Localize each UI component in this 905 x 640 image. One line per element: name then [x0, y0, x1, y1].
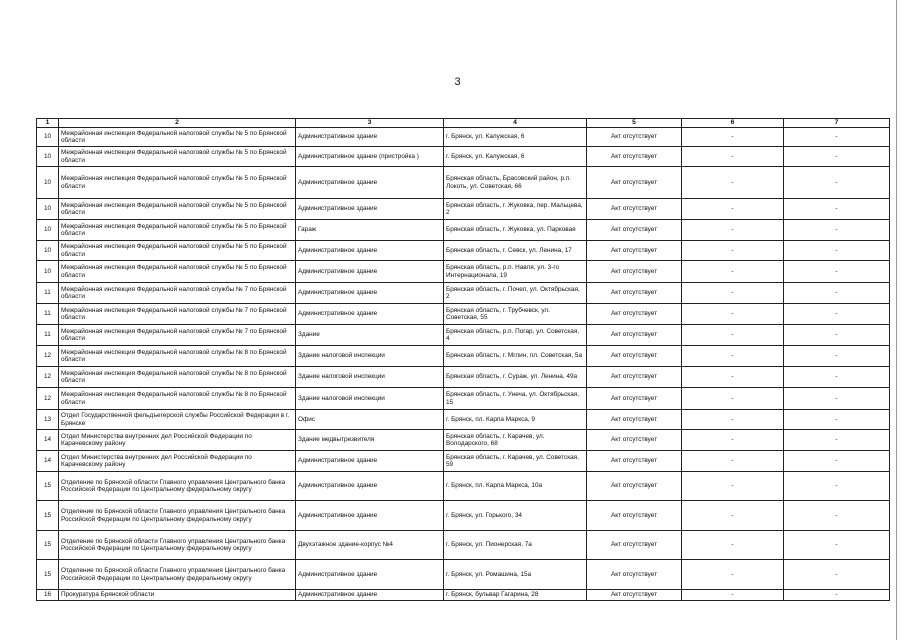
cell-col6: - — [682, 346, 784, 367]
header-col-5: 5 — [587, 119, 682, 128]
table-body — [37, 128, 890, 601]
cell-col7: - — [784, 346, 890, 367]
table-row — [37, 472, 890, 501]
cell-col7: - — [784, 304, 890, 325]
cell-col7: - — [784, 128, 890, 147]
cell-act: Акт отсутствует — [587, 451, 682, 472]
cell-act: Акт отсутствует — [587, 590, 682, 601]
cell-col7: - — [784, 367, 890, 388]
header-col-4: 4 — [444, 119, 587, 128]
cell-col6: - — [682, 128, 784, 147]
cell-act: Акт отсутствует — [587, 388, 682, 410]
cell-act: Акт отсутствует — [587, 147, 682, 167]
cell-number: 11 — [37, 304, 59, 325]
cell-col7: - — [784, 472, 890, 501]
cell-col6: - — [682, 501, 784, 531]
header-col-7: 7 — [784, 119, 890, 128]
cell-number: 10 — [37, 220, 59, 241]
cell-address: Брянская область, г. Сураж, ул. Ленина, 49а — [444, 367, 587, 388]
cell-address: Брянская область, г. Унеча, ул. Октябрьская, 15 — [444, 388, 587, 410]
cell-col7: - — [784, 167, 890, 199]
cell-col7: - — [784, 241, 890, 261]
cell-object: Административное здание — [296, 128, 444, 147]
cell-act: Акт отсутствует — [587, 325, 682, 346]
cell-number: 12 — [37, 388, 59, 410]
cell-col7: - — [784, 590, 890, 601]
cell-object: Административное здание — [296, 167, 444, 199]
cell-col6: - — [682, 430, 784, 451]
page-number: 3 — [454, 76, 461, 88]
table-row — [37, 304, 890, 325]
cell-organization: Межрайонная инспекция Федеральной налоговой службы № 7 по Брянской области — [59, 325, 296, 346]
cell-object: Административное здание — [296, 199, 444, 220]
cell-col7: - — [784, 199, 890, 220]
table-row — [37, 147, 890, 167]
cell-col7: - — [784, 283, 890, 304]
cell-organization: Межрайонная инспекция Федеральной налоговой службы № 7 по Брянской области — [59, 283, 296, 304]
cell-col6: - — [682, 472, 784, 501]
cell-address: Брянская область, г. Жуковка, пер. Мальцева, 2 — [444, 199, 587, 220]
table-row — [37, 410, 890, 430]
cell-address: Брянская область, г. Почеп, ул. Октябрьская, 2 — [444, 283, 587, 304]
cell-number: 10 — [37, 128, 59, 147]
table-row — [37, 346, 890, 367]
cell-address: Брянская область, г. Карачев, ул. Советская, 59 — [444, 451, 587, 472]
cell-object: Административное здание (пристройка ) — [296, 147, 444, 167]
cell-object: Здание налоговой инспекции — [296, 367, 444, 388]
cell-address: Брянская область, г. Жуковка, ул. Парковая — [444, 220, 587, 241]
cell-object: Административное здание — [296, 261, 444, 283]
cell-organization: Отдел Министерства внутренних дел Российской Федерации по Карачевскому району — [59, 430, 296, 451]
cell-address: г. Брянск, пл. Карла Маркса, 10а — [444, 472, 587, 501]
cell-col6: - — [682, 241, 784, 261]
cell-col6: - — [682, 261, 784, 283]
cell-number: 15 — [37, 501, 59, 531]
table-row — [37, 220, 890, 241]
table-row — [37, 128, 890, 147]
cell-number: 12 — [37, 346, 59, 367]
cell-act: Акт отсутствует — [587, 367, 682, 388]
table-row — [37, 451, 890, 472]
table-row — [37, 325, 890, 346]
header-col-1: 1 — [37, 119, 59, 128]
cell-act: Акт отсутствует — [587, 346, 682, 367]
cell-col6: - — [682, 304, 784, 325]
cell-organization: Межрайонная инспекция Федеральной налоговой службы № 8 по Брянской области — [59, 388, 296, 410]
cell-col6: - — [682, 531, 784, 560]
objects-table — [36, 118, 890, 601]
table-row — [37, 241, 890, 261]
cell-act: Акт отсутствует — [587, 167, 682, 199]
cell-organization: Межрайонная инспекция Федеральной налоговой службы № 5 по Брянской области — [59, 167, 296, 199]
cell-col7: - — [784, 147, 890, 167]
cell-object: Гараж — [296, 220, 444, 241]
cell-col7: - — [784, 451, 890, 472]
cell-object: Административное здание — [296, 472, 444, 501]
header-col-3: 3 — [296, 119, 444, 128]
table-row — [37, 531, 890, 560]
cell-object: Административное здание — [296, 560, 444, 590]
cell-organization: Межрайонная инспекция Федеральной налоговой службы № 5 по Брянской области — [59, 220, 296, 241]
cell-organization: Отделение по Брянской области Главного управления Центрального банка Российской Федерации по Центральному федеральному округу — [59, 531, 296, 560]
cell-organization: Межрайонная инспекция Федеральной налоговой службы № 5 по Брянской области — [59, 261, 296, 283]
cell-col6: - — [682, 590, 784, 601]
cell-organization: Отделение по Брянской области Главного управления Центрального банка Российской Федерации по Центральному федеральному округу — [59, 472, 296, 501]
header-col-6: 6 — [682, 119, 784, 128]
cell-number: 10 — [37, 241, 59, 261]
cell-address: г. Брянск, бульвар Гагарина, 28 — [444, 590, 587, 601]
table-row — [37, 261, 890, 283]
cell-act: Акт отсутствует — [587, 410, 682, 430]
cell-number: 11 — [37, 283, 59, 304]
cell-act: Акт отсутствует — [587, 220, 682, 241]
cell-address: Брянская область, Брасовский район, р.п. Локоть, ул. Советская, 66 — [444, 167, 587, 199]
cell-number: 10 — [37, 147, 59, 167]
cell-col7: - — [784, 388, 890, 410]
table-row — [37, 199, 890, 220]
table-row — [37, 388, 890, 410]
header-col-2: 2 — [59, 119, 296, 128]
cell-address: г. Брянск, ул. Калужская, 6 — [444, 147, 587, 167]
cell-act: Акт отсутствует — [587, 304, 682, 325]
cell-address: г. Брянск, ул. Ромашина, 15а — [444, 560, 587, 590]
cell-col6: - — [682, 220, 784, 241]
cell-organization: Межрайонная инспекция Федеральной налоговой службы № 8 по Брянской области — [59, 346, 296, 367]
cell-col7: - — [784, 531, 890, 560]
cell-object: Административное здание — [296, 590, 444, 601]
cell-col7: - — [784, 325, 890, 346]
cell-object: Административное здание — [296, 451, 444, 472]
cell-col6: - — [682, 167, 784, 199]
cell-address: г. Брянск, ул. Пионерская, 7а — [444, 531, 587, 560]
cell-number: 16 — [37, 590, 59, 601]
cell-organization: Межрайонная инспекция Федеральной налоговой службы № 5 по Брянской области — [59, 241, 296, 261]
cell-col7: - — [784, 410, 890, 430]
table-row — [37, 501, 890, 531]
cell-act: Акт отсутствует — [587, 241, 682, 261]
cell-object: Административное здание — [296, 283, 444, 304]
cell-address: Брянская область, р.п. Погар, ул. Советская, 4 — [444, 325, 587, 346]
cell-address: Брянская область, г. Мглин, пл. Советская, 5а — [444, 346, 587, 367]
cell-col7: - — [784, 501, 890, 531]
cell-object: Здание налоговой инспекции — [296, 388, 444, 410]
cell-organization: Отдел Государственной фельдъегерской службы Российской Федерации в г. Брянске — [59, 410, 296, 430]
cell-number: 10 — [37, 167, 59, 199]
cell-act: Акт отсутствует — [587, 501, 682, 531]
cell-object: Двухэтажное здание-корпус №4 — [296, 531, 444, 560]
cell-act: Акт отсутствует — [587, 560, 682, 590]
cell-number: 14 — [37, 451, 59, 472]
cell-number: 15 — [37, 531, 59, 560]
cell-organization: Прокуратура Брянской области — [59, 590, 296, 601]
cell-organization: Межрайонная инспекция Федеральной налоговой службы № 5 по Брянской области — [59, 147, 296, 167]
cell-col6: - — [682, 560, 784, 590]
cell-organization: Межрайонная инспекция Федеральной налоговой службы № 7 по Брянской области — [59, 304, 296, 325]
cell-col6: - — [682, 283, 784, 304]
table-row — [37, 590, 890, 601]
cell-col6: - — [682, 367, 784, 388]
cell-organization: Отдел Министерства внутренних дел Российской Федерации по Карачевскому району — [59, 451, 296, 472]
cell-number: 11 — [37, 325, 59, 346]
cell-act: Акт отсутствует — [587, 430, 682, 451]
table-row — [37, 430, 890, 451]
table-row — [37, 367, 890, 388]
cell-organization: Межрайонная инспекция Федеральной налоговой службы № 5 по Брянской области — [59, 199, 296, 220]
cell-object: Здание — [296, 325, 444, 346]
cell-address: Брянская область, г. Карачев, ул. Володарского, 68 — [444, 430, 587, 451]
cell-organization: Межрайонная инспекция Федеральной налоговой службы № 8 по Брянской области — [59, 367, 296, 388]
cell-number: 12 — [37, 367, 59, 388]
cell-number: 14 — [37, 430, 59, 451]
cell-col6: - — [682, 199, 784, 220]
table-row — [37, 167, 890, 199]
cell-act: Акт отсутствует — [587, 128, 682, 147]
cell-number: 10 — [37, 199, 59, 220]
cell-col7: - — [784, 560, 890, 590]
cell-act: Акт отсутствует — [587, 199, 682, 220]
cell-organization: Отделение по Брянской области Главного управления Центрального банка Российской Федерации по Центральному федеральному округу — [59, 560, 296, 590]
cell-address: г. Брянск, ул. Горького, 34 — [444, 501, 587, 531]
cell-address: Брянская область, г. Трубчевск, ул. Советская, 55 — [444, 304, 587, 325]
cell-address: г. Брянск, пл. Карла Маркса, 9 — [444, 410, 587, 430]
cell-col6: - — [682, 388, 784, 410]
cell-col6: - — [682, 410, 784, 430]
cell-organization: Межрайонная инспекция Федеральной налоговой службы № 5 по Брянской области — [59, 128, 296, 147]
cell-number: 15 — [37, 472, 59, 501]
cell-number: 10 — [37, 261, 59, 283]
header-row — [37, 119, 890, 128]
cell-object: Здание налоговой инспекции — [296, 346, 444, 367]
cell-col6: - — [682, 325, 784, 346]
cell-organization: Отделение по Брянской области Главного управления Центрального банка Российской Федерации по Центральному федеральному округу — [59, 501, 296, 531]
cell-object: Офис — [296, 410, 444, 430]
cell-act: Акт отсутствует — [587, 283, 682, 304]
cell-act: Акт отсутствует — [587, 472, 682, 501]
cell-object: Административное здание — [296, 501, 444, 531]
cell-object: Административное здание — [296, 241, 444, 261]
cell-number: 15 — [37, 560, 59, 590]
cell-col7: - — [784, 220, 890, 241]
table-row — [37, 560, 890, 590]
table-row — [37, 283, 890, 304]
cell-col6: - — [682, 147, 784, 167]
cell-object: Здание медвытрезвителя — [296, 430, 444, 451]
cell-col7: - — [784, 430, 890, 451]
cell-object: Административное здание — [296, 304, 444, 325]
cell-address: Брянская область, р.п. Навля, ул. 3-го Интернационала, 19 — [444, 261, 587, 283]
cell-act: Акт отсутствует — [587, 531, 682, 560]
cell-col7: - — [784, 261, 890, 283]
cell-act: Акт отсутствует — [587, 261, 682, 283]
cell-col6: - — [682, 451, 784, 472]
scan-edge-line — [896, 0, 897, 640]
cell-address: г. Брянск, ул. Калужская, 6 — [444, 128, 587, 147]
cell-number: 13 — [37, 410, 59, 430]
cell-address: Брянская область, г. Севск, ул. Ленина, 17 — [444, 241, 587, 261]
